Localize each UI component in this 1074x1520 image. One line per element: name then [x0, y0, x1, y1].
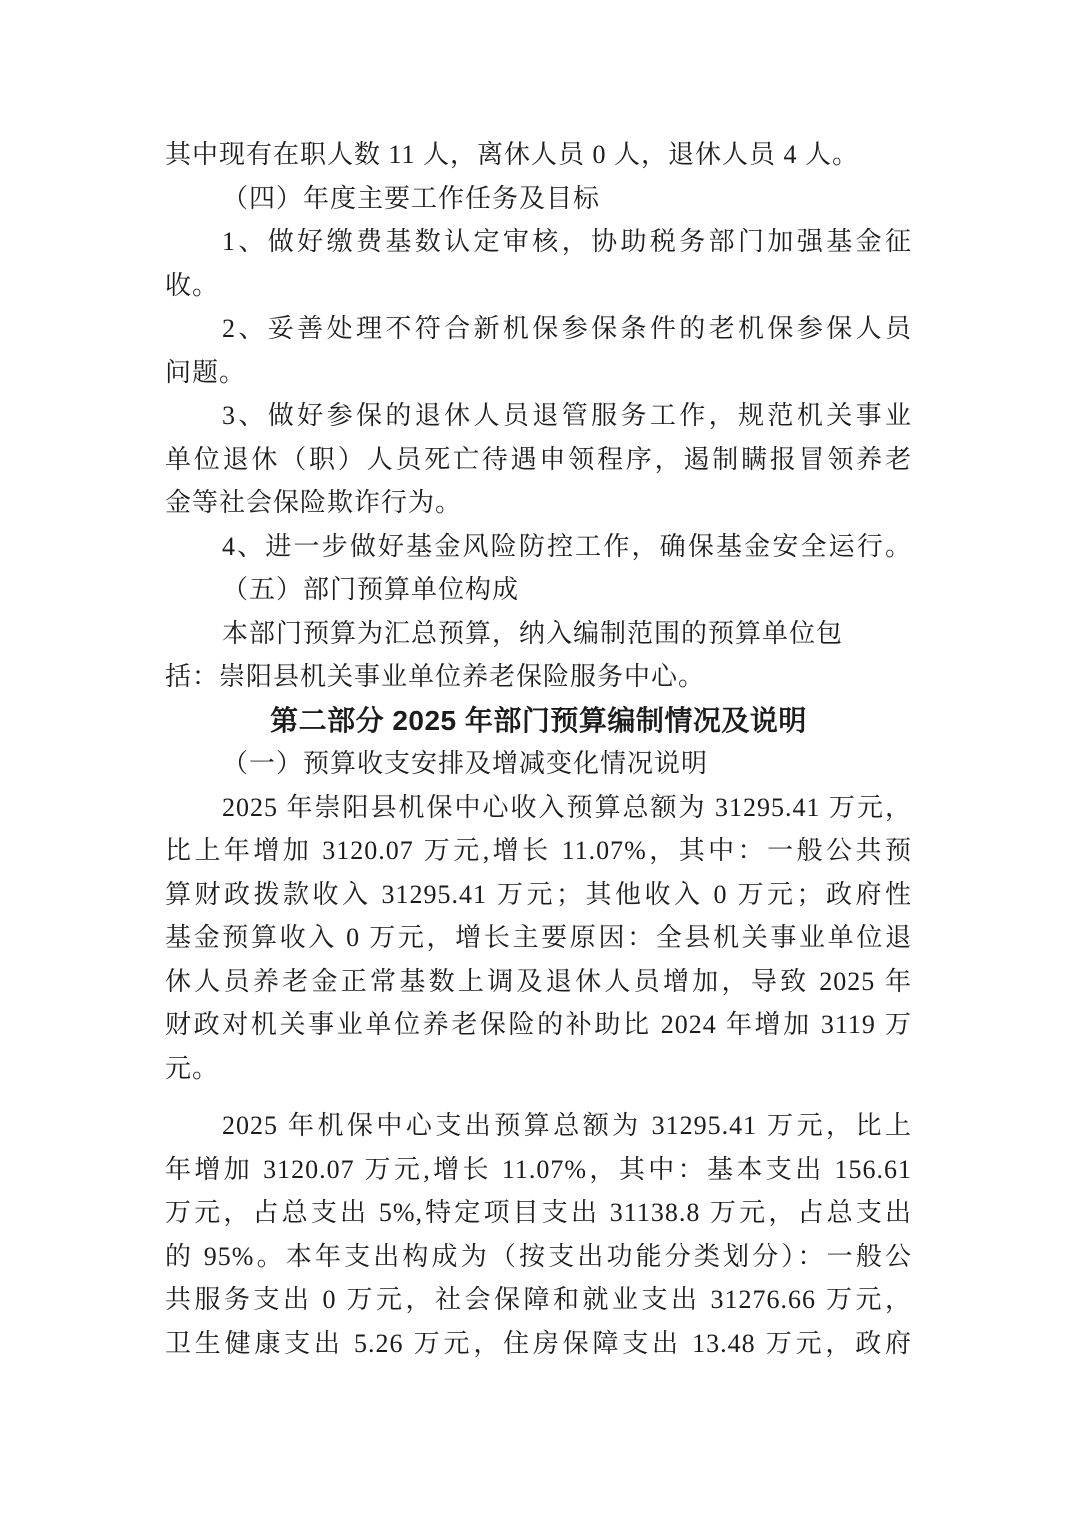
budget-units-line: 本部门预算为汇总预算，纳入编制范围的预算单位包 [222, 618, 844, 648]
heading-annual-tasks: （四）年度主要工作任务及目标 [222, 183, 601, 213]
staff-count-line: 其中现有在职人数 11 人，离休人员 0 人，退休人员 4 人。 [165, 140, 860, 169]
task-3-line: 金等社会保险欺诈行为。 [165, 488, 463, 517]
expenditure-paragraph-line: 年增加 3120.07 万元,增长 11.07%，其中：基本支出 156.61 [165, 1154, 912, 1184]
part-two-title: 第二部分 2025 年部门预算编制情况及说明 [270, 704, 807, 736]
task-3-line: 3、做好参保的退休人员退管服务工作，规范机关事业 [222, 401, 912, 430]
expenditure-paragraph-line: 共服务支出 0 万元，社会保障和就业支出 31276.66 万元， [165, 1285, 912, 1314]
task-1-line: 1、做好缴费基数认定审核，协助税务部门加强基金征 [222, 227, 912, 256]
income-paragraph-line: 算财政拨款收入 31295.41 万元；其他收入 0 万元；政府性 [165, 879, 912, 909]
expenditure-paragraph-line: 万元，占总支出 5%,特定项目支出 31138.8 万元，占总支出 [165, 1198, 912, 1227]
task-2-line: 2、妥善处理不符合新机保参保条件的老机保参保人员 [222, 314, 912, 343]
income-paragraph-line: 元。 [165, 1053, 220, 1083]
expenditure-paragraph-line: 的 95%。本年支出构成为（按支出功能分类划分）：一般公 [165, 1241, 912, 1271]
document-body [165, 133, 912, 1365]
task-1-line: 收。 [165, 270, 220, 300]
expenditure-paragraph-line: 卫生健康支出 5.26 万元，住房保障支出 13.48 万元，政府 [165, 1328, 912, 1358]
income-paragraph-line: 比上年增加 3120.07 万元,增长 11.07%，其中：一般公共预 [165, 836, 912, 865]
income-paragraph-line: 2025 年崇阳县机保中心收入预算总额为 31295.41 万元， [222, 792, 912, 822]
heading-budget-arrangement: （一）预算收支安排及增减变化情况说明 [222, 749, 709, 778]
task-3-line: 单位退休（职）人员死亡待遇申领程序，遏制瞒报冒领养老 [165, 444, 912, 474]
expenditure-paragraph-line: 2025 年机保中心支出预算总额为 31295.41 万元，比上 [222, 1111, 912, 1140]
income-paragraph-line: 休人员养老金正常基数上调及退休人员增加，导致 2025 年 [165, 966, 912, 996]
income-paragraph-line: 财政对机关事业单位养老保险的补助比 2024 年增加 3119 万 [165, 1010, 912, 1039]
task-4-line: 4、进一步做好基金风险防控工作，确保基金安全运行。 [222, 531, 912, 561]
budget-units-line: 括：崇阳县机关事业单位养老保险服务中心。 [165, 662, 706, 691]
task-2-line: 问题。 [165, 357, 247, 387]
income-paragraph-line: 基金预算收入 0 万元，增长主要原因：全县机关事业单位退 [165, 923, 912, 952]
heading-budget-units: （五）部门预算单位构成 [222, 575, 520, 604]
